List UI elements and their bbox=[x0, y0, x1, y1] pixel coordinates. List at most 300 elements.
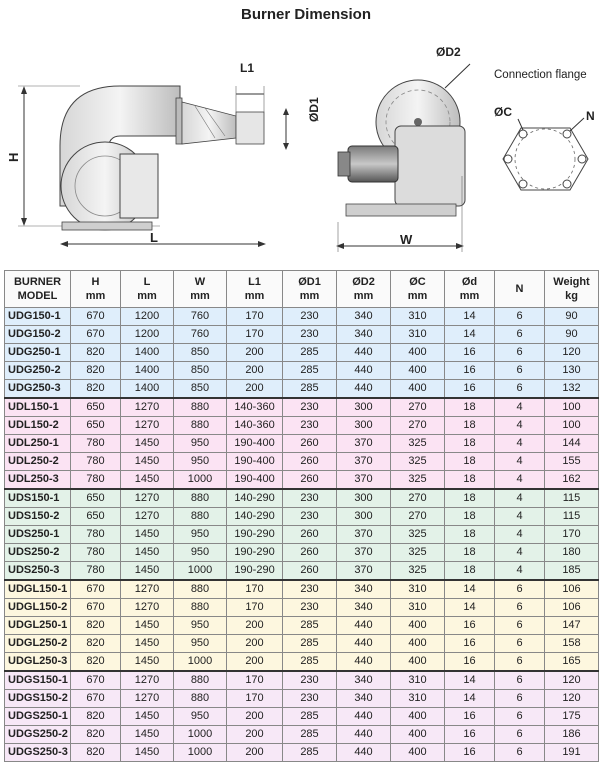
value-cell: 4 bbox=[495, 526, 545, 544]
value-cell: 230 bbox=[283, 326, 337, 344]
value-cell: 820 bbox=[71, 362, 121, 380]
value-cell: 880 bbox=[174, 417, 227, 435]
value-cell: 6 bbox=[495, 362, 545, 380]
model-cell: UDL250-1 bbox=[5, 435, 71, 453]
value-cell: 325 bbox=[391, 526, 445, 544]
value-cell: 140-290 bbox=[227, 508, 283, 526]
model-cell: UDGL150-1 bbox=[5, 580, 71, 599]
value-cell: 300 bbox=[337, 417, 391, 435]
value-cell: 230 bbox=[283, 308, 337, 326]
value-cell: 325 bbox=[391, 453, 445, 471]
model-cell: UDGS250-3 bbox=[5, 744, 71, 762]
table-row bbox=[5, 635, 599, 653]
table-row bbox=[5, 417, 599, 435]
column-header bbox=[227, 271, 283, 308]
value-cell: 16 bbox=[445, 362, 495, 380]
value-cell: 1270 bbox=[121, 580, 174, 599]
value-cell: 310 bbox=[391, 308, 445, 326]
column-header-text: ØD2 bbox=[352, 276, 375, 288]
value-cell: 200 bbox=[227, 708, 283, 726]
value-cell: 1270 bbox=[121, 417, 174, 435]
value-cell: 16 bbox=[445, 344, 495, 362]
value-cell: 155 bbox=[545, 453, 599, 471]
model-cell: UDGL150-2 bbox=[5, 599, 71, 617]
value-cell: 400 bbox=[391, 344, 445, 362]
table-body bbox=[5, 308, 599, 762]
value-cell: 140-360 bbox=[227, 417, 283, 435]
value-cell: 820 bbox=[71, 726, 121, 744]
value-cell: 270 bbox=[391, 417, 445, 435]
dim-label-N: N bbox=[586, 109, 595, 123]
value-cell: 400 bbox=[391, 380, 445, 399]
table-row bbox=[5, 508, 599, 526]
value-cell: 400 bbox=[391, 653, 445, 672]
value-cell: 1450 bbox=[121, 544, 174, 562]
value-cell: 310 bbox=[391, 690, 445, 708]
value-cell: 130 bbox=[545, 362, 599, 380]
value-cell: 1400 bbox=[121, 380, 174, 399]
value-cell: 400 bbox=[391, 744, 445, 762]
value-cell: 950 bbox=[174, 435, 227, 453]
value-cell: 1270 bbox=[121, 398, 174, 417]
value-cell: 6 bbox=[495, 726, 545, 744]
value-cell: 16 bbox=[445, 726, 495, 744]
value-cell: 106 bbox=[545, 580, 599, 599]
value-cell: 285 bbox=[283, 380, 337, 399]
front-view bbox=[336, 45, 470, 252]
value-cell: 820 bbox=[71, 635, 121, 653]
value-cell: 1450 bbox=[121, 708, 174, 726]
column-header-text: L bbox=[143, 276, 151, 288]
value-cell: 780 bbox=[71, 453, 121, 471]
value-cell: 18 bbox=[445, 562, 495, 581]
value-cell: 850 bbox=[174, 362, 227, 380]
value-cell: 780 bbox=[71, 562, 121, 581]
value-cell: 285 bbox=[283, 617, 337, 635]
value-cell: 100 bbox=[545, 417, 599, 435]
value-cell: 200 bbox=[227, 726, 283, 744]
dim-label-D1: ØD1 bbox=[307, 97, 321, 122]
table-row bbox=[5, 471, 599, 490]
value-cell: 370 bbox=[337, 453, 391, 471]
value-cell: 165 bbox=[545, 653, 599, 672]
value-cell: 4 bbox=[495, 544, 545, 562]
dim-label-W: W bbox=[400, 232, 413, 247]
dim-label-D2: ØD2 bbox=[436, 45, 461, 59]
value-cell: 880 bbox=[174, 690, 227, 708]
value-cell: 16 bbox=[445, 653, 495, 672]
value-cell: 1450 bbox=[121, 453, 174, 471]
table-row bbox=[5, 708, 599, 726]
value-cell: 650 bbox=[71, 508, 121, 526]
dim-label-L1: L1 bbox=[240, 61, 255, 75]
value-cell: 820 bbox=[71, 708, 121, 726]
value-cell: 880 bbox=[174, 398, 227, 417]
column-header-text: ØD1 bbox=[298, 276, 321, 288]
value-cell: 18 bbox=[445, 544, 495, 562]
value-cell: 670 bbox=[71, 308, 121, 326]
value-cell: 6 bbox=[495, 744, 545, 762]
value-cell: 270 bbox=[391, 508, 445, 526]
table-row bbox=[5, 671, 599, 690]
value-cell: 170 bbox=[227, 690, 283, 708]
value-cell: 200 bbox=[227, 617, 283, 635]
value-cell: 18 bbox=[445, 417, 495, 435]
value-cell: 285 bbox=[283, 635, 337, 653]
value-cell: 880 bbox=[174, 508, 227, 526]
value-cell: 650 bbox=[71, 417, 121, 435]
table-row bbox=[5, 435, 599, 453]
value-cell: 820 bbox=[71, 653, 121, 672]
value-cell: 260 bbox=[283, 471, 337, 490]
value-cell: 120 bbox=[545, 671, 599, 690]
value-cell: 400 bbox=[391, 708, 445, 726]
value-cell: 230 bbox=[283, 398, 337, 417]
value-cell: 880 bbox=[174, 580, 227, 599]
value-cell: 1000 bbox=[174, 471, 227, 490]
value-cell: 16 bbox=[445, 744, 495, 762]
table-row bbox=[5, 653, 599, 672]
value-cell: 200 bbox=[227, 744, 283, 762]
value-cell: 170 bbox=[227, 326, 283, 344]
value-cell: 760 bbox=[174, 326, 227, 344]
value-cell: 190-290 bbox=[227, 562, 283, 581]
value-cell: 115 bbox=[545, 508, 599, 526]
value-cell: 880 bbox=[174, 671, 227, 690]
value-cell: 158 bbox=[545, 635, 599, 653]
value-cell: 400 bbox=[391, 635, 445, 653]
side-view bbox=[6, 61, 321, 247]
dim-label-H: H bbox=[6, 152, 21, 162]
value-cell: 191 bbox=[545, 744, 599, 762]
value-cell: 285 bbox=[283, 362, 337, 380]
value-cell: 4 bbox=[495, 398, 545, 417]
value-cell: 880 bbox=[174, 599, 227, 617]
value-cell: 6 bbox=[495, 653, 545, 672]
value-cell: 14 bbox=[445, 326, 495, 344]
value-cell: 325 bbox=[391, 471, 445, 490]
value-cell: 1450 bbox=[121, 471, 174, 490]
value-cell: 285 bbox=[283, 344, 337, 362]
value-cell: 180 bbox=[545, 544, 599, 562]
value-cell: 670 bbox=[71, 599, 121, 617]
value-cell: 14 bbox=[445, 599, 495, 617]
value-cell: 6 bbox=[495, 599, 545, 617]
value-cell: 1000 bbox=[174, 726, 227, 744]
value-cell: 440 bbox=[337, 708, 391, 726]
value-cell: 850 bbox=[174, 344, 227, 362]
value-cell: 14 bbox=[445, 671, 495, 690]
value-cell: 285 bbox=[283, 726, 337, 744]
value-cell: 100 bbox=[545, 398, 599, 417]
table-row bbox=[5, 489, 599, 508]
value-cell: 16 bbox=[445, 708, 495, 726]
value-cell: 90 bbox=[545, 308, 599, 326]
table-row bbox=[5, 526, 599, 544]
model-cell: UDL150-1 bbox=[5, 398, 71, 417]
value-cell: 162 bbox=[545, 471, 599, 490]
value-cell: 175 bbox=[545, 708, 599, 726]
value-cell: 1270 bbox=[121, 690, 174, 708]
value-cell: 120 bbox=[545, 344, 599, 362]
value-cell: 820 bbox=[71, 344, 121, 362]
column-header bbox=[391, 271, 445, 308]
value-cell: 1000 bbox=[174, 744, 227, 762]
value-cell: 270 bbox=[391, 398, 445, 417]
value-cell: 760 bbox=[174, 308, 227, 326]
value-cell: 670 bbox=[71, 671, 121, 690]
value-cell: 650 bbox=[71, 398, 121, 417]
value-cell: 14 bbox=[445, 690, 495, 708]
value-cell: 16 bbox=[445, 635, 495, 653]
value-cell: 260 bbox=[283, 562, 337, 581]
value-cell: 370 bbox=[337, 562, 391, 581]
model-cell: UDS250-2 bbox=[5, 544, 71, 562]
value-cell: 950 bbox=[174, 453, 227, 471]
value-cell: 115 bbox=[545, 489, 599, 508]
dim-label-C: ØC bbox=[494, 105, 512, 119]
dim-label-L: L bbox=[150, 230, 158, 245]
model-cell: UDGL250-2 bbox=[5, 635, 71, 653]
value-cell: 4 bbox=[495, 435, 545, 453]
value-cell: 170 bbox=[227, 580, 283, 599]
column-header-text: mm bbox=[137, 290, 157, 302]
value-cell: 1450 bbox=[121, 744, 174, 762]
model-cell: UDG150-2 bbox=[5, 326, 71, 344]
value-cell: 1000 bbox=[174, 653, 227, 672]
column-header bbox=[445, 271, 495, 308]
value-cell: 200 bbox=[227, 380, 283, 399]
value-cell: 1270 bbox=[121, 508, 174, 526]
value-cell: 200 bbox=[227, 344, 283, 362]
column-header bbox=[5, 271, 71, 308]
value-cell: 185 bbox=[545, 562, 599, 581]
value-cell: 14 bbox=[445, 580, 495, 599]
value-cell: 820 bbox=[71, 744, 121, 762]
value-cell: 230 bbox=[283, 580, 337, 599]
value-cell: 230 bbox=[283, 690, 337, 708]
value-cell: 400 bbox=[391, 617, 445, 635]
value-cell: 340 bbox=[337, 599, 391, 617]
value-cell: 260 bbox=[283, 453, 337, 471]
value-cell: 670 bbox=[71, 690, 121, 708]
value-cell: 300 bbox=[337, 508, 391, 526]
column-header-text: Weight bbox=[553, 276, 590, 288]
connection-flange-view bbox=[494, 69, 595, 190]
value-cell: 170 bbox=[227, 308, 283, 326]
value-cell: 1270 bbox=[121, 671, 174, 690]
value-cell: 1400 bbox=[121, 362, 174, 380]
value-cell: 6 bbox=[495, 671, 545, 690]
table-row bbox=[5, 380, 599, 399]
value-cell: 1450 bbox=[121, 562, 174, 581]
column-header-text: mm bbox=[407, 290, 428, 302]
value-cell: 6 bbox=[495, 708, 545, 726]
value-cell: 106 bbox=[545, 599, 599, 617]
value-cell: 300 bbox=[337, 489, 391, 508]
value-cell: 260 bbox=[283, 544, 337, 562]
value-cell: 144 bbox=[545, 435, 599, 453]
value-cell: 6 bbox=[495, 380, 545, 399]
value-cell: 340 bbox=[337, 580, 391, 599]
value-cell: 230 bbox=[283, 489, 337, 508]
value-cell: 270 bbox=[391, 489, 445, 508]
value-cell: 200 bbox=[227, 635, 283, 653]
value-cell: 18 bbox=[445, 435, 495, 453]
value-cell: 325 bbox=[391, 435, 445, 453]
column-header-text: ØC bbox=[409, 276, 426, 288]
value-cell: 170 bbox=[227, 671, 283, 690]
value-cell: 325 bbox=[391, 544, 445, 562]
value-cell: 6 bbox=[495, 617, 545, 635]
value-cell: 18 bbox=[445, 398, 495, 417]
value-cell: 850 bbox=[174, 380, 227, 399]
value-cell: 310 bbox=[391, 326, 445, 344]
value-cell: 440 bbox=[337, 635, 391, 653]
connection-flange-label: Connection flange bbox=[494, 69, 587, 81]
table-row bbox=[5, 453, 599, 471]
value-cell: 18 bbox=[445, 508, 495, 526]
value-cell: 340 bbox=[337, 671, 391, 690]
value-cell: 4 bbox=[495, 471, 545, 490]
value-cell: 325 bbox=[391, 562, 445, 581]
model-cell: UDS250-1 bbox=[5, 526, 71, 544]
value-cell: 1200 bbox=[121, 308, 174, 326]
value-cell: 670 bbox=[71, 326, 121, 344]
value-cell: 880 bbox=[174, 489, 227, 508]
column-header bbox=[121, 271, 174, 308]
value-cell: 440 bbox=[337, 617, 391, 635]
value-cell: 780 bbox=[71, 544, 121, 562]
column-header bbox=[545, 271, 599, 308]
value-cell: 820 bbox=[71, 380, 121, 399]
column-header bbox=[495, 271, 545, 308]
column-header-text: Ød bbox=[461, 276, 478, 288]
column-header-text: H bbox=[91, 276, 100, 288]
value-cell: 170 bbox=[227, 599, 283, 617]
table-row bbox=[5, 599, 599, 617]
value-cell: 1000 bbox=[174, 562, 227, 581]
value-cell: 4 bbox=[495, 453, 545, 471]
value-cell: 1450 bbox=[121, 635, 174, 653]
value-cell: 4 bbox=[495, 562, 545, 581]
column-header-text: BURNER bbox=[13, 276, 62, 288]
table-row bbox=[5, 308, 599, 326]
value-cell: 190-400 bbox=[227, 435, 283, 453]
value-cell: 260 bbox=[283, 435, 337, 453]
column-header bbox=[174, 271, 227, 308]
table-row bbox=[5, 580, 599, 599]
column-header-text: mm bbox=[190, 290, 210, 302]
value-cell: 1450 bbox=[121, 435, 174, 453]
column-header bbox=[337, 271, 391, 308]
value-cell: 340 bbox=[337, 308, 391, 326]
table-row bbox=[5, 362, 599, 380]
value-cell: 440 bbox=[337, 653, 391, 672]
value-cell: 4 bbox=[495, 417, 545, 435]
value-cell: 310 bbox=[391, 599, 445, 617]
value-cell: 650 bbox=[71, 489, 121, 508]
value-cell: 18 bbox=[445, 471, 495, 490]
value-cell: 186 bbox=[545, 726, 599, 744]
value-cell: 285 bbox=[283, 744, 337, 762]
value-cell: 370 bbox=[337, 471, 391, 490]
column-header-text: MODEL bbox=[17, 290, 58, 302]
value-cell: 780 bbox=[71, 471, 121, 490]
value-cell: 340 bbox=[337, 690, 391, 708]
value-cell: 16 bbox=[445, 380, 495, 399]
model-cell: UDS150-2 bbox=[5, 508, 71, 526]
value-cell: 285 bbox=[283, 708, 337, 726]
table-row bbox=[5, 617, 599, 635]
dimension-table bbox=[4, 270, 599, 762]
table-row bbox=[5, 744, 599, 762]
table-row bbox=[5, 326, 599, 344]
model-cell: UDGS250-2 bbox=[5, 726, 71, 744]
column-header bbox=[71, 271, 121, 308]
column-header-text: mm bbox=[85, 290, 106, 302]
value-cell: 230 bbox=[283, 671, 337, 690]
value-cell: 950 bbox=[174, 708, 227, 726]
value-cell: 285 bbox=[283, 653, 337, 672]
model-cell: UDGL250-1 bbox=[5, 617, 71, 635]
value-cell: 6 bbox=[495, 344, 545, 362]
value-cell: 18 bbox=[445, 489, 495, 508]
column-header-text: kg bbox=[565, 290, 578, 302]
column-header-text: W bbox=[194, 276, 206, 288]
column-header-text: L1 bbox=[248, 276, 261, 288]
value-cell: 780 bbox=[71, 435, 121, 453]
model-cell: UDG250-2 bbox=[5, 362, 71, 380]
value-cell: 950 bbox=[174, 544, 227, 562]
value-cell: 310 bbox=[391, 580, 445, 599]
value-cell: 1270 bbox=[121, 489, 174, 508]
value-cell: 950 bbox=[174, 617, 227, 635]
value-cell: 14 bbox=[445, 308, 495, 326]
value-cell: 260 bbox=[283, 526, 337, 544]
model-cell: UDS250-3 bbox=[5, 562, 71, 581]
value-cell: 230 bbox=[283, 508, 337, 526]
value-cell: 400 bbox=[391, 362, 445, 380]
model-cell: UDL250-2 bbox=[5, 453, 71, 471]
value-cell: 1450 bbox=[121, 653, 174, 672]
value-cell: 780 bbox=[71, 526, 121, 544]
value-cell: 820 bbox=[71, 617, 121, 635]
value-cell: 440 bbox=[337, 726, 391, 744]
column-header-text: mm bbox=[353, 290, 374, 302]
table-row bbox=[5, 398, 599, 417]
model-cell: UDL150-2 bbox=[5, 417, 71, 435]
model-cell: UDG150-1 bbox=[5, 308, 71, 326]
value-cell: 147 bbox=[545, 617, 599, 635]
value-cell: 120 bbox=[545, 690, 599, 708]
value-cell: 1400 bbox=[121, 344, 174, 362]
value-cell: 190-290 bbox=[227, 544, 283, 562]
model-cell: UDG250-3 bbox=[5, 380, 71, 399]
column-header-text: mm bbox=[459, 290, 480, 302]
page-title: Burner Dimension bbox=[240, 6, 372, 23]
value-cell: 140-360 bbox=[227, 398, 283, 417]
value-cell: 310 bbox=[391, 671, 445, 690]
value-cell: 170 bbox=[545, 526, 599, 544]
value-cell: 4 bbox=[495, 489, 545, 508]
model-cell: UDS150-1 bbox=[5, 489, 71, 508]
value-cell: 6 bbox=[495, 580, 545, 599]
value-cell: 440 bbox=[337, 744, 391, 762]
table-row bbox=[5, 544, 599, 562]
table-row bbox=[5, 726, 599, 744]
model-cell: UDGS150-2 bbox=[5, 690, 71, 708]
